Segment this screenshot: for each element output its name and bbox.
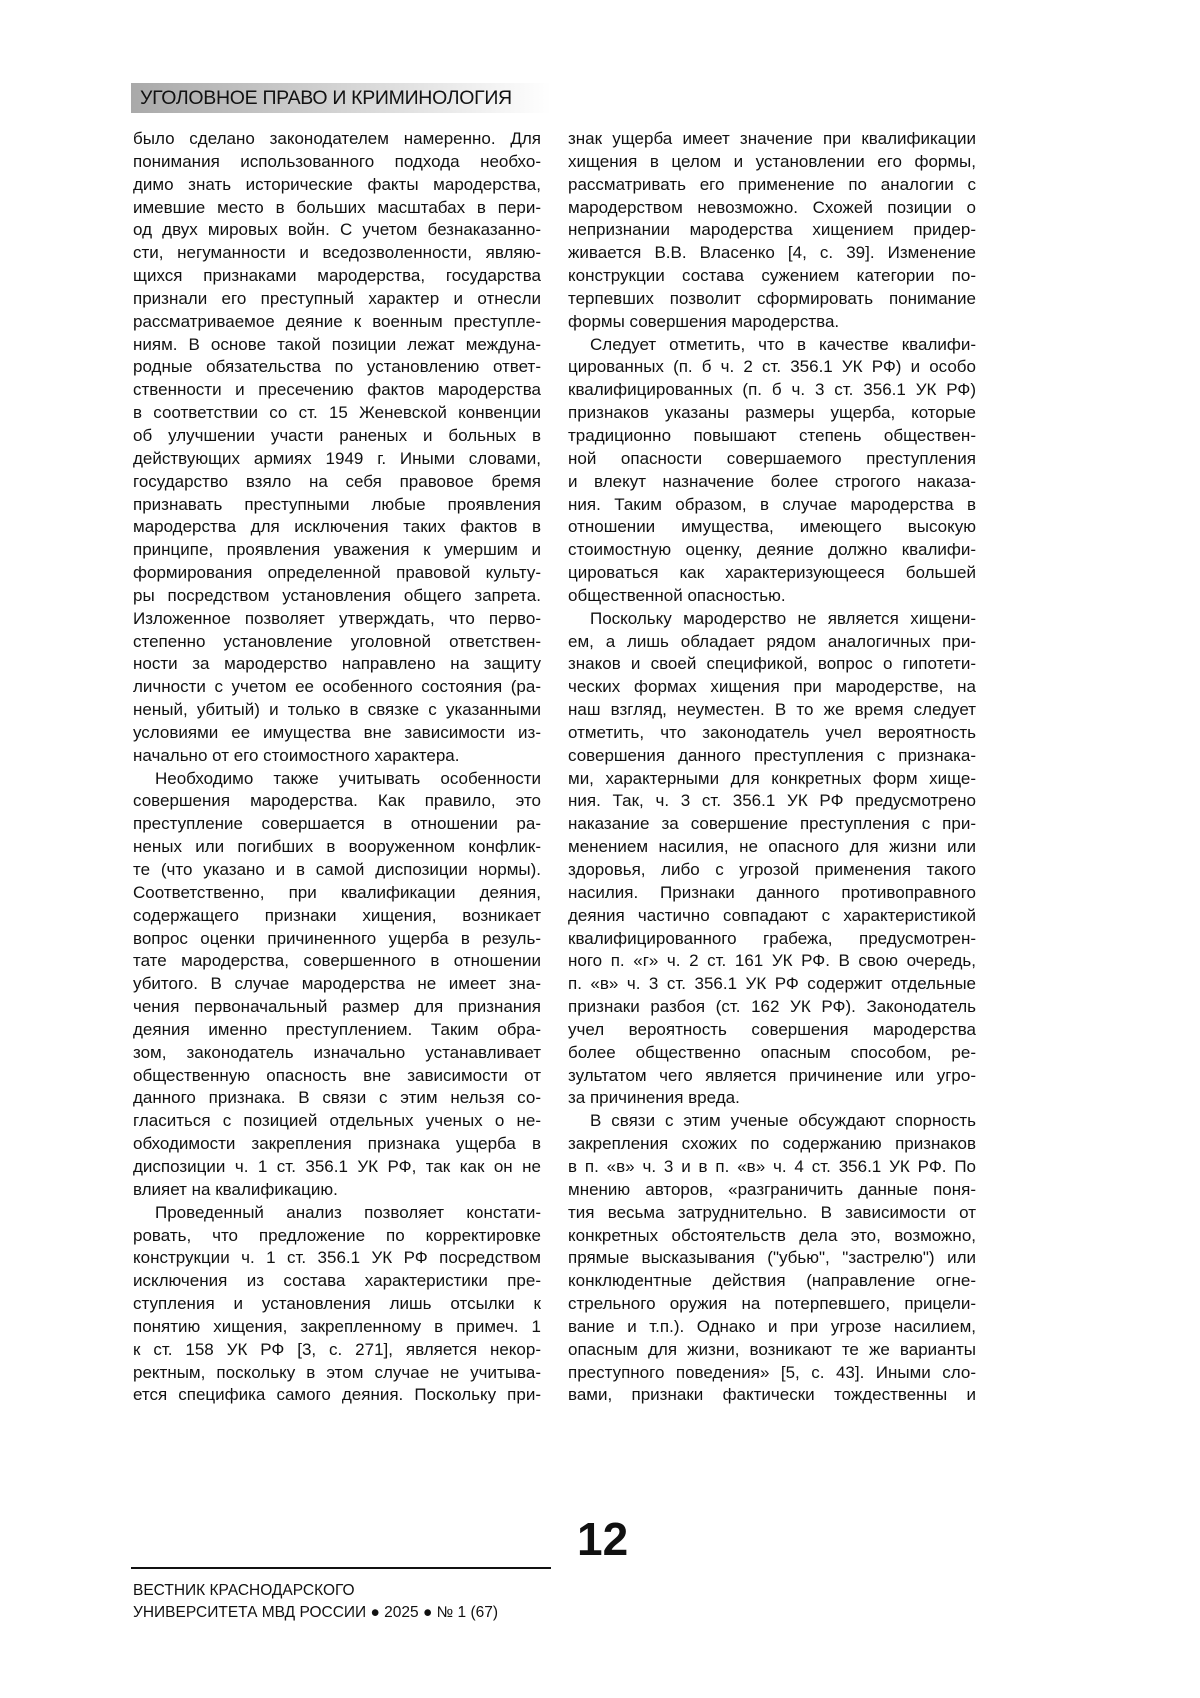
- text-line: в соответствии со ст. 15 Женевской конвенции: [133, 402, 541, 425]
- text-line: действующих армиях 1949 г. Иными словами,: [133, 448, 541, 471]
- text-line: димо знать исторические факты мародерства,: [133, 174, 541, 197]
- text-line: деяния именно преступлением. Таким обра-: [133, 1019, 541, 1042]
- text-line: влияет на квалификацию.: [133, 1179, 541, 1202]
- text-line: ственности и пресечению фактов мародерства: [133, 379, 541, 402]
- text-line: живается В.В. Власенко [4, с. 39]. Изменение: [568, 242, 976, 265]
- paragraph: [568, 128, 976, 334]
- text-line: ми, характерными для конкретных форм хище-: [568, 768, 976, 791]
- text-line: чения первоначальный размер для признания: [133, 996, 541, 1019]
- text-line: убитого. В случае мародерства не имеет зна-: [133, 973, 541, 996]
- text-line: рассматриваемое деяние к военным преступле-: [133, 311, 541, 334]
- text-line: неных или погибших в вооруженном конфлик-: [133, 836, 541, 859]
- text-line: в п. «в» ч. 3 и в п. «в» ч. 4 ст. 356.1 УК РФ. По: [568, 1156, 976, 1179]
- text-line: менением насилия, не опасного для жизни или: [568, 836, 976, 859]
- text-line: общественную опасность вне зависимости от: [133, 1065, 541, 1088]
- text-line: конструкции ч. 1 ст. 356.1 УК РФ посредством: [133, 1247, 541, 1270]
- text-line: наказание за совершение преступления с при-: [568, 813, 976, 836]
- journal-title-line-2: УНИВЕРСИТЕТА МВД РОССИИ ● 2025 ● № 1 (67): [133, 1604, 498, 1622]
- text-line: более общественно опасным способом, ре-: [568, 1042, 976, 1065]
- text-line: Соответственно, при квалификации деяния,: [133, 882, 541, 905]
- paragraph: [568, 334, 976, 608]
- text-column-right: [568, 128, 976, 1407]
- text-line: деяния частично совпадают с характеристикой: [568, 905, 976, 928]
- text-line: гласиться с позицией отдельных ученых о не-: [133, 1110, 541, 1133]
- text-line: конструкции состава сужением категории по-: [568, 265, 976, 288]
- text-line: Следует отметить, что в качестве квалифи-: [568, 334, 976, 357]
- text-line: и влекут назначение более строгого наказа-: [568, 471, 976, 494]
- text-line: цироваться как характеризующееся большей: [568, 562, 976, 585]
- text-line: ного п. «г» ч. 2 ст. 161 УК РФ. В свою очередь,: [568, 950, 976, 973]
- text-line: терпевших позволит сформировать понимание: [568, 288, 976, 311]
- page-number: 12: [577, 1512, 628, 1566]
- journal-title-line-1: ВЕСТНИК КРАСНОДАРСКОГО: [133, 1582, 355, 1600]
- text-line: диспозиции ч. 1 ст. 356.1 УК РФ, так как он не: [133, 1156, 541, 1179]
- paragraph: [133, 1202, 541, 1408]
- text-line: признаки разбоя (ст. 162 УК РФ). Законодатель: [568, 996, 976, 1019]
- footer-divider: [131, 1567, 551, 1569]
- text-line: мародерства для исключения таких фактов в: [133, 516, 541, 539]
- text-line: вание и т.п.). Однако и при угрозе насилием,: [568, 1316, 976, 1339]
- text-line: родные обязательства по установлению ответ-: [133, 356, 541, 379]
- text-line: ректным, поскольку в этом случае не учитыва-: [133, 1362, 541, 1385]
- paragraph: [133, 768, 541, 1202]
- text-line: Поскольку мародерство не является хищени-: [568, 608, 976, 631]
- text-line: содержащего признаки хищения, возникает: [133, 905, 541, 928]
- text-line: наш взгляд, неуместен. В то же время следует: [568, 699, 976, 722]
- text-line: начально от его стоимостного характера.: [133, 745, 541, 768]
- text-line: ры посредством установления общего запрета.: [133, 585, 541, 608]
- text-line: признавать преступными любые проявления: [133, 494, 541, 517]
- text-line: учел вероятность совершения мародерства: [568, 1019, 976, 1042]
- text-line: зультатом чего является причинение или угро-: [568, 1065, 976, 1088]
- text-line: ния. Так, ч. 3 ст. 356.1 УК РФ предусмотрено: [568, 790, 976, 813]
- text-line: од двух мировых войн. С учетом безнаказанно-: [133, 219, 541, 242]
- text-line: ной опасности совершаемого преступления: [568, 448, 976, 471]
- text-line: вопрос оценки причиненного ущерба в резуль-: [133, 928, 541, 951]
- text-line: имевшие место в больших масштабах в пери-: [133, 197, 541, 220]
- text-line: преступного поведения» [5, с. 43]. Иными сло-: [568, 1362, 976, 1385]
- text-line: условиями ее имущества вне зависимости из-: [133, 722, 541, 745]
- text-line: знаков и своей спецификой, вопрос о гипотети-: [568, 653, 976, 676]
- text-line: закрепления схожих по содержанию признаков: [568, 1133, 976, 1156]
- text-line: формирования определенной правовой культу-: [133, 562, 541, 585]
- text-line: стрельного оружия на потерпевшего, прицели-: [568, 1293, 976, 1316]
- text-line: совершения данного преступления с признака-: [568, 745, 976, 768]
- text-line: об улучшении участи раненых и больных в: [133, 425, 541, 448]
- text-line: к ст. 158 УК РФ [3, с. 271], является некор-: [133, 1339, 541, 1362]
- text-line: личности с учетом ее особенного состояния (ра-: [133, 676, 541, 699]
- section-title: УГОЛОВНОЕ ПРАВО И КРИМИНОЛОГИЯ: [140, 87, 512, 110]
- text-line: вами, признаки фактически тождественны и: [568, 1384, 976, 1407]
- text-line: тате мародерства, совершенного в отношении: [133, 950, 541, 973]
- text-line: совершения мародерства. Как правило, это: [133, 790, 541, 813]
- text-line: непризнании мародерства хищением придер-: [568, 219, 976, 242]
- text-line: цированных (п. б ч. 2 ст. 356.1 УК РФ) и особо: [568, 356, 976, 379]
- text-line: принципе, проявления уважения к умершим и: [133, 539, 541, 562]
- text-line: квалифицированного грабежа, предусмотрен-: [568, 928, 976, 951]
- text-column-left: [133, 128, 541, 1407]
- text-line: ем, а лишь обладает рядом аналогичных при-: [568, 631, 976, 654]
- text-line: Проведенный анализ позволяет констати-: [133, 1202, 541, 1225]
- text-line: неный, убитый) и только в связке с указанными: [133, 699, 541, 722]
- text-line: отношении имущества, имеющего высокую: [568, 516, 976, 539]
- text-line: Изложенное позволяет утверждать, что перво-: [133, 608, 541, 631]
- text-line: мародерством невозможно. Схожей позиции о: [568, 197, 976, 220]
- text-line: преступление совершается в отношении ра-: [133, 813, 541, 836]
- text-line: понимания использованного подхода необхо-: [133, 151, 541, 174]
- text-line: понятию хищения, закрепленному в примеч. 1: [133, 1316, 541, 1339]
- text-line: ности за мародерство направлено на защиту: [133, 653, 541, 676]
- text-line: насилия. Признаки данного противоправного: [568, 882, 976, 905]
- text-line: рассматривать его применение по аналогии с: [568, 174, 976, 197]
- text-line: было сделано законодателем намеренно. Для: [133, 128, 541, 151]
- text-line: государство взяло на себя правовое бремя: [133, 471, 541, 494]
- text-line: признали его преступный характер и отнесли: [133, 288, 541, 311]
- text-line: степенно установление уголовной ответствен-: [133, 631, 541, 654]
- text-line: знак ущерба имеет значение при квалификации: [568, 128, 976, 151]
- text-line: ступления и установления лишь отсылки к: [133, 1293, 541, 1316]
- text-line: зом, законодатель изначально устанавливает: [133, 1042, 541, 1065]
- text-line: признаков указаны размеры ущерба, которые: [568, 402, 976, 425]
- text-line: общественной опасностью.: [568, 585, 976, 608]
- text-line: те (что указано и в самой диспозиции нормы).: [133, 859, 541, 882]
- text-line: традиционно повышают степень обществен-: [568, 425, 976, 448]
- paragraph: [568, 608, 976, 1111]
- text-line: Необходимо также учитывать особенности: [133, 768, 541, 791]
- text-line: стоимостную оценку, деяние должно квалифи-: [568, 539, 976, 562]
- paragraph: [568, 1110, 976, 1407]
- text-line: формы совершения мародерства.: [568, 311, 976, 334]
- text-line: тия весьма затруднительно. В зависимости от: [568, 1202, 976, 1225]
- text-line: сти, негуманности и вседозволенности, являю-: [133, 242, 541, 265]
- text-line: мнению авторов, «разграничить данные поня-: [568, 1179, 976, 1202]
- text-line: квалифицированных (п. б ч. 3 ст. 356.1 УК РФ): [568, 379, 976, 402]
- text-line: ровать, что предложение по корректировке: [133, 1225, 541, 1248]
- text-line: обходимости закрепления признака ущерба в: [133, 1133, 541, 1156]
- text-line: п. «в» ч. 3 ст. 356.1 УК РФ содержит отдельные: [568, 973, 976, 996]
- text-line: здоровья, либо с угрозой применения такого: [568, 859, 976, 882]
- text-line: ческих формах хищения при мародерстве, на: [568, 676, 976, 699]
- text-line: щихся признаками мародерства, государства: [133, 265, 541, 288]
- text-line: ния. Таким образом, в случае мародерства в: [568, 494, 976, 517]
- text-line: В связи с этим ученые обсуждают спорность: [568, 1110, 976, 1133]
- text-line: конклюдентные действия (направление огне-: [568, 1270, 976, 1293]
- text-line: данного признака. В связи с этим нельзя со-: [133, 1087, 541, 1110]
- text-line: хищения в целом и установлении его формы,: [568, 151, 976, 174]
- text-line: конкретных обстоятельств дела это, возможно,: [568, 1225, 976, 1248]
- text-line: ется специфика самого деяния. Поскольку при-: [133, 1384, 541, 1407]
- paragraph: [133, 128, 541, 768]
- text-line: отметить, что законодатель учел вероятность: [568, 722, 976, 745]
- text-line: опасным для жизни, возникают те же варианты: [568, 1339, 976, 1362]
- text-line: ниям. В основе такой позиции лежат междуна-: [133, 334, 541, 357]
- text-line: за причинения вреда.: [568, 1087, 976, 1110]
- text-line: прямые высказывания ("убью", "застрелю") или: [568, 1247, 976, 1270]
- text-line: исключения из состава характеристики пре-: [133, 1270, 541, 1293]
